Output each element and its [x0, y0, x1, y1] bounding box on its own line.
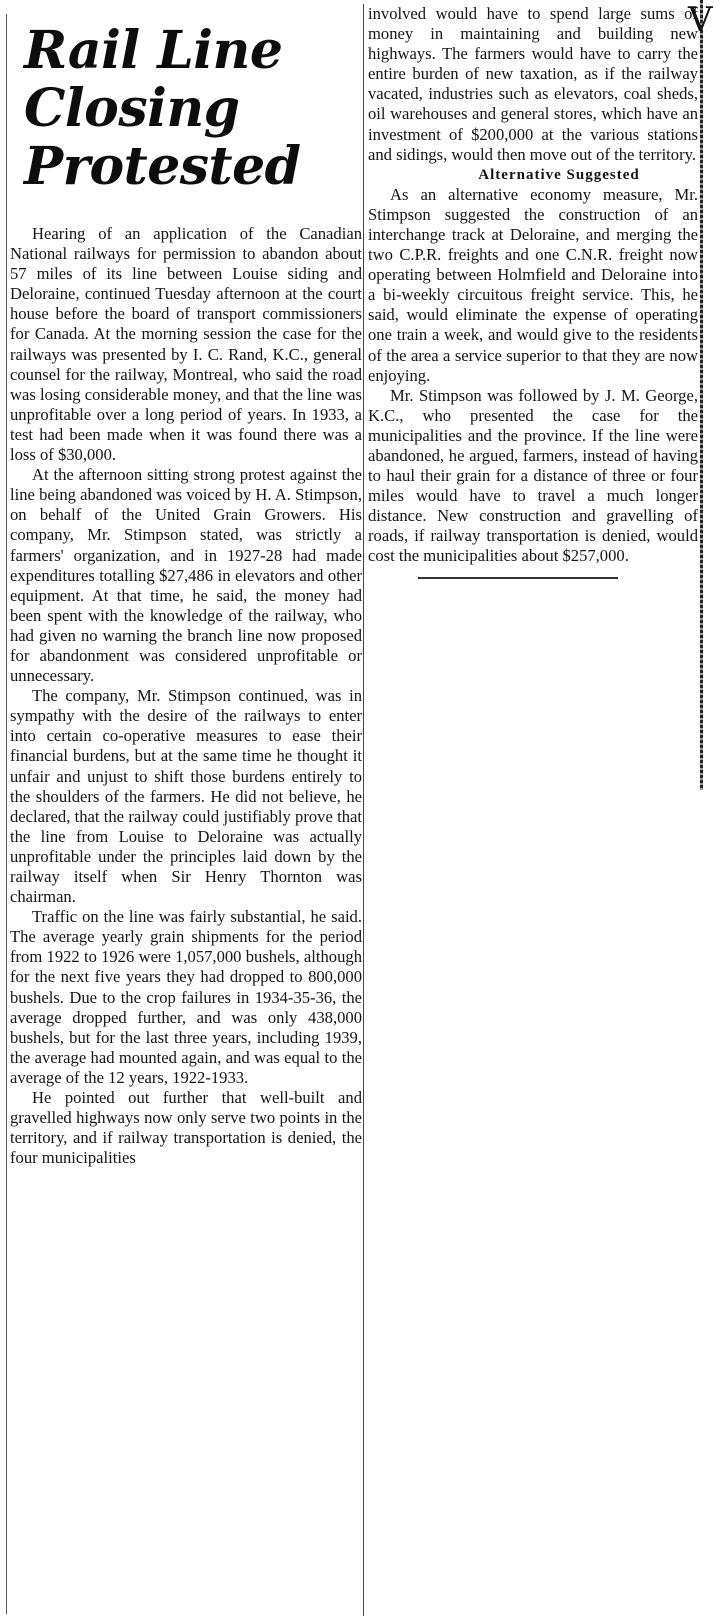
- right-column: [368, 4, 698, 579]
- headline-line-1: Rail Line: [24, 20, 283, 81]
- paragraph: The company, Mr. Stimpson continued, was in sympathy with the desire of the railways to enter into certain co-operative measures to ease their financial burdens, but at the same time he thought it unfair and unjust to shift those burdens entirely to the shoulders of the farmers. He did not believe, he declared, that the railway could justifiably prove that the line from Louise to Deloraine was actually unprofitable under the principles laid down by the railway itself when Sir Henry Thornton was chairman.: [10, 686, 362, 907]
- paragraph: At the afternoon sitting strong protest against the line being abandoned was voiced by H. A. Stimpson, on behalf of the United Grain Growers. His company, Mr. Stimpson stated, was strictly a farmers' organization, and in 1927-28 had made expenditures totalling $27,486 in elevators and other equipment. At that time, he said, the money had been spent with the knowledge of the railway, who had given no warning the branch line now proposed for abandonment was considered unprofitable or unnecessary.: [10, 465, 362, 686]
- subhead: Alternative Suggested: [478, 166, 640, 183]
- headline-line-3: Protested: [24, 136, 301, 197]
- column-rule-right: [700, 0, 703, 790]
- column-rule-left: [6, 14, 7, 1614]
- paragraph-continued: involved would have to spend large sums of money in maintaining and building new highways. The farmers would have to carry the entire burden of new taxation, as if the railway vacated, industries such as elevators, coal sheds, oil warehouses and general stores, which have an investment of $200,000 at the various stations and sidings, would then move out of the territory.: [368, 4, 698, 164]
- left-column-text: [10, 224, 362, 1168]
- paragraph: Traffic on the line was fairly substantial, he said. The average yearly grain shipments for the period from 1922 to 1926 were 1,057,000 bushels, although for the next five years they had dropped to 800,000 bushels. Due to the crop failures in 1934-35-36, the average dropped further, and was only 438,000 bushels, but for the last three years, including 1939, the average had mounted again, and was equal to the average of the 12 years, 1922-1933.: [10, 907, 362, 1087]
- edge-fragment: V: [688, 0, 713, 40]
- paragraph: Mr. Stimpson was followed by J. M. George, K.C., who presented the case for the municipalities and the province. If the line were abandoned, he argued, farmers, instead of having to haul their grain for a distance of three or four miles would have to travel a much longer distance. New construction and gravelling of roads, if railway transportation is denied, would cost the municipalities about $257,000.: [368, 385, 698, 566]
- paragraph: Hearing of an application of the Canadian National railways for permission to abandon about 57 miles of its line between Louise siding and Deloraine, continued Tuesday afternoon at the court house before the board of transport commissioners for Canada. At the morning session the case for the railways was presented by I. C. Rand, K.C., general counsel for the railway, Montreal, who said the road was losing considerable money, and that the line was unprofitable over a long period of years. In 1933, a test had been made when it was found there was a loss of $30,000.: [10, 224, 362, 465]
- left-column: [10, 10, 362, 1168]
- right-column-text: [368, 4, 698, 567]
- headline: [24, 22, 362, 196]
- headline-line-2: Closing: [24, 78, 240, 139]
- end-rule: [418, 577, 618, 579]
- paragraph: He pointed out further that well-built and gravelled highways now only serve two points in the territory, and if railway transportation is denied, the four municipalities: [10, 1088, 362, 1168]
- column-rule-middle: [363, 4, 364, 1616]
- paragraph: As an alternative economy measure, Mr. Stimpson suggested the construction of an interchange track at Deloraine, and merging the two C.P.R. freights and one C.N.R. freight now operating between Holmfield and Deloraine into a bi-weekly circuitous freight service. This, he said, would eliminate the expense of operating one train a week, and would give to the residents of the area a service superior to that they are now enjoying.: [368, 184, 698, 385]
